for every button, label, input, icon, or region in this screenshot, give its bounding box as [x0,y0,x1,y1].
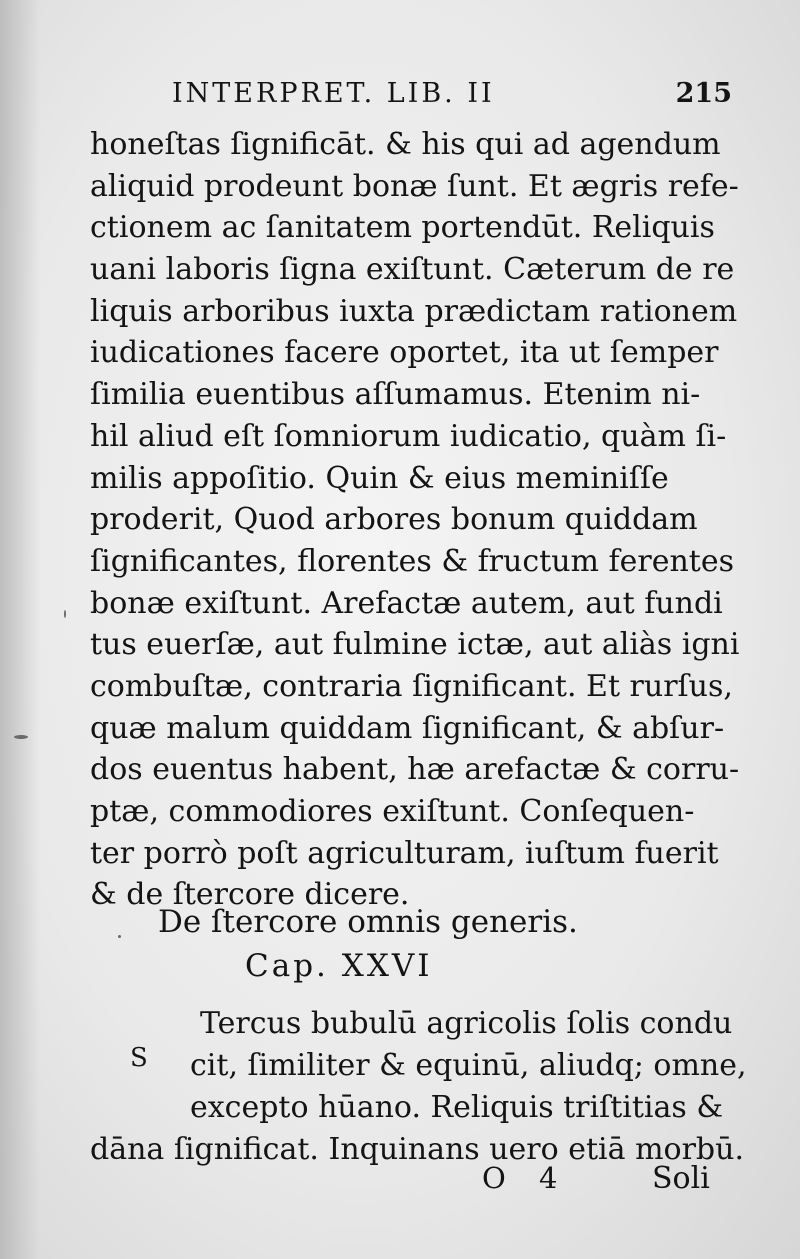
text-line: honeſtas ſignificāt. & his qui ad agendum [90,127,721,162]
text-line: quæ malum quiddam ſignificant, & abſur- [90,710,725,746]
text-line: dos euentus habent, hæ arefactæ & corru- [90,752,740,788]
text-line: combuſtæ, contraria ſignificant. Et rurſus, [90,668,733,704]
text-line: cit, ſimiliter & equinū, aliudq; omne, [190,1048,747,1083]
text-line: Tercus bubulū agricolis ſolis condu [200,1006,733,1041]
signature-mark: O 4 [482,1161,570,1195]
main-text-block [90,124,745,916]
page-number: 215 [675,78,732,109]
text-line: tus euerſæ, aut fulmine ictæ, aut aliàs igni [90,627,740,663]
text-line: aliquid prodeunt bonæ ſunt. Et ægris refe- [90,168,739,204]
chapter-text-block [90,1003,745,1171]
running-title: INTERPRET. LIB. II [172,78,495,109]
text-line: milis appoſitio. Quin & eius meminiſſe [90,460,669,496]
chapter-title: De ſtercore omnis generis. [158,904,578,940]
text-line: ſimilia euentibus aſſumamus. Etenim ni- [90,377,701,413]
text-line: & de ſtercore dicere. [90,877,410,913]
text-line: hil aliud eſt ſomniorum iudicatio, quàm ſi- [90,418,727,454]
margin-note: S [130,1043,148,1073]
text-line: liquis arboribus iuxta prædictam rationem [90,293,738,329]
text-line: iudicationes facere oportet, ita ut ſemper [90,335,719,371]
text-line: ptæ, commodiores exiſtunt. Conſequen- [90,794,695,829]
catchword: Soli [652,1161,710,1196]
text-line: uani laboris ſigna exiſtunt. Cæterum de re [90,252,735,288]
text-line: excepto hūano. Reliquis triſtitias & [190,1090,724,1125]
page-gutter-shadow [0,0,40,1259]
text-line: dāna ſignificat. Inquinans uero etiā morbū. [90,1132,744,1167]
text-line: ctionem ac ſanitatem portendūt. Reliquis [90,210,715,246]
ink-speck [118,935,121,938]
text-line: ter porrò poſt agriculturam, iuſtum fuerit [90,835,719,871]
chapter-number: Cap. XXVI [245,948,433,984]
running-header [172,78,732,118]
ink-speck [14,735,28,739]
text-line: proderit, Quod arbores bonum quiddam [90,502,698,538]
text-line: ſignificantes, florentes & fructum ferentes [90,543,734,579]
text-line: bonæ exiſtunt. Arefactæ autem, aut fundi [90,585,723,621]
ink-speck [64,610,66,618]
